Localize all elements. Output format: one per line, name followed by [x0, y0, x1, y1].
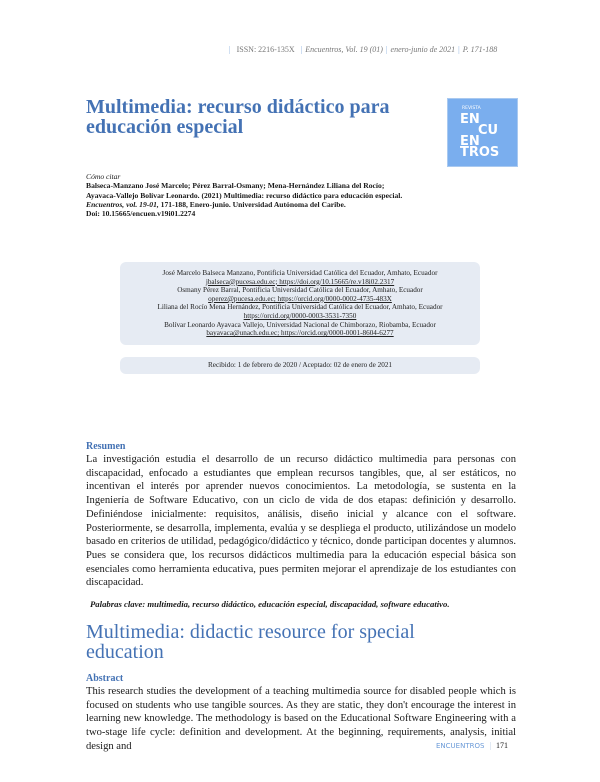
resumen-heading: Resumen [86, 441, 126, 452]
keywords: Palabras clave: multimedia, recurso didáctico, educación especial, discapacidad, software educativo. [90, 599, 450, 610]
period: enero-junio de 2021 [390, 45, 456, 54]
author-name: Osmany Pérez Barral, Pontificia Universidad Católica del Ecuador, Amhato, Ecuador [177, 286, 423, 295]
logo-line: EN [460, 134, 480, 149]
issn: ISSN: 2216-135X [236, 45, 295, 54]
author-links[interactable]: jbalseca@pucesa.edu.ec; https://doi.org/10.15665/re.v18i02.2317 [205, 277, 395, 286]
authors-box [120, 262, 480, 345]
pages: P. 171-188 [462, 45, 498, 54]
running-header: | ISSN: 2216-135X | Encuentros, Vol. 19 (01) | enero-junio de 2021 | P. 171-188 [229, 45, 498, 54]
resumen-text: La investigación estudia el desarrollo de un recurso didáctico multimedia para personas con discapacidad, enfocado a estudiantes que emplean recursos tangibles, que, al ser estáticos, no incentivan el interés por aprender nuevos conocimientos. La metodología, se sustenta en la Ingeniería de Software Educativo, con un ciclo de vida de dos etapas: definición y desarrollo. Definiéndose inicialmente: requisitos, análisis, diseño inicial y alcance con el software. Posteriormente, se desarrolla, implementa, evalúa y se despliega el producto, utilizándose un modelo basado en criterios de utilidad, pedagógico/didáctico y técnico, donde participan docentes y alumnos. Pues se considera que, los recursos didácticos multimedia para la educación especial básica son esenciales como herramienta educativa, pues permiten mejorar el aprendizaje de los estudiantes con discapacidad. [86, 454, 516, 589]
author-links[interactable]: bayavaca@unach.edu.ec; https://orcid.org/0000-0001-8604-6277 [206, 329, 394, 338]
citation-doi: Doi: 10.15665/encuen.v19i01.2274 [86, 209, 196, 219]
citation-label: Cómo citar [86, 172, 121, 181]
author-links[interactable]: operez@pucesa.edu.ec; https://orcid.org/0000-0002-4735-483X [208, 294, 392, 303]
received-dates: Recibido: 1 de febrero de 2020 / Aceptado: 02 de enero de 2021 [120, 357, 480, 374]
citation-line: Balseca-Manzano José Marcelo; Pérez Barral-Osmany; Mena-Hernández Liliana del Rocío; [86, 181, 385, 191]
article-title-es: Multimedia: recurso didáctico para educación especial [86, 96, 390, 138]
article-title-en: Multimedia: didactic resource for special education [86, 621, 415, 664]
page-number: 171 [496, 741, 509, 750]
abstract-text: This research studies the development of a teaching multimedia source for disabled people which is focused on students who use tangible sources. As they are static, they don't encourage the interest in learning new knowledge. The methodology is based on the Educational Software Engineering with a two-stage life cycle: definition and development. At the beginning, requirements, analysis, initial design and [86, 686, 516, 752]
author-name: Bolívar Leonardo Ayavaca Vallejo, Universidad Nacional de Chimborazo, Riobamba, Ecuador [164, 320, 436, 329]
logo-line: TROS [460, 145, 500, 160]
logo-small-text: REVISTA [462, 106, 481, 111]
citation-block [86, 172, 506, 218]
logo-line: CU [478, 123, 499, 138]
footer-journal: ENCUENTROS [436, 742, 485, 750]
logo-line: EN [460, 112, 480, 127]
citation-line: 171-188, Enero-junio. Universidad Autónoma del Caribe. [158, 199, 346, 209]
page-footer: ENCUENTROS | 171 [436, 741, 509, 750]
citation-line: Ayavaca-Vallejo Bolívar Leonardo. (2021) Multimedia: recurso didáctico para educación especial. [86, 190, 403, 200]
author-links[interactable]: https://orcid.org/0000-0003-3531-7350 [243, 311, 357, 320]
author-name: José Marcelo Balseca Manzano, Pontificia Universidad Católica del Ecuador, Amhato, Ecuador [162, 269, 438, 277]
journal-logo [447, 98, 518, 167]
article-body [86, 440, 516, 754]
abstract-heading: Abstract [86, 673, 124, 685]
journal-volume: Encuentros, Vol. 19 (01) [305, 45, 383, 54]
citation-journal: Encuentros, vol. 19-01, [86, 199, 159, 209]
author-name: Liliana del Rocío Mena Hernández, Pontificia Universidad Católica del Ecuador, Amhato, Ecuador [157, 303, 443, 312]
